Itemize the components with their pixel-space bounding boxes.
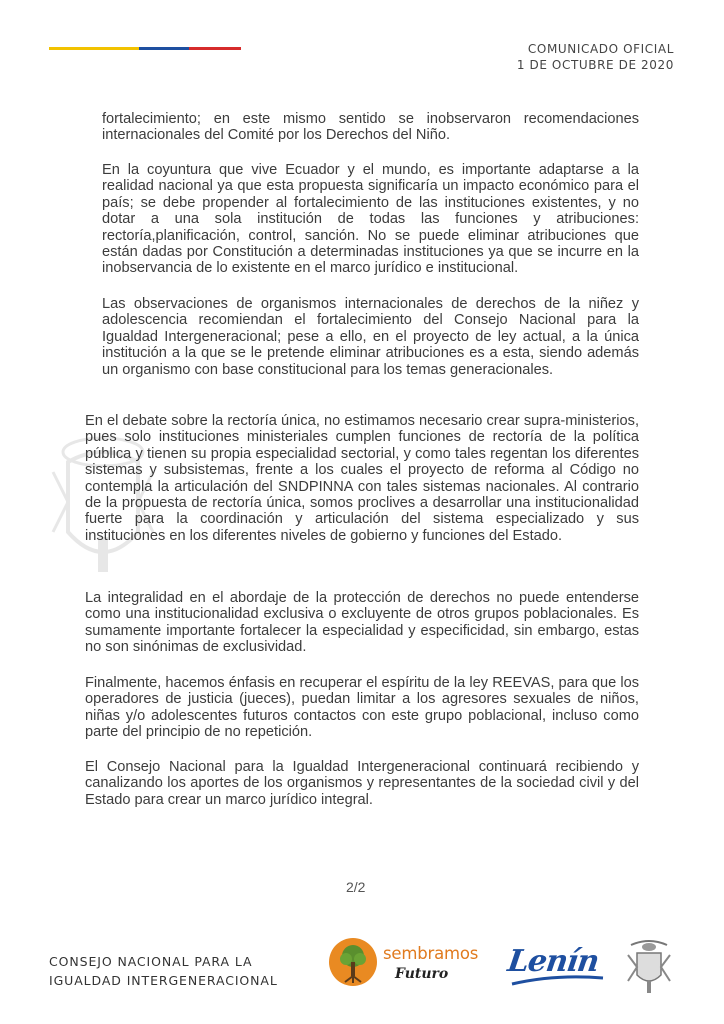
lenin-signature-logo: Lenín [505,944,601,979]
footer-organization [49,952,278,990]
paragraph-1: fortalecimiento; en este mismo sentido se inobservaron recomendaciones internacionales del Comité por los Derechos del Niño. [102,111,639,144]
document-date: 1 DE OCTUBRE DE 2020 [516,58,674,72]
paragraph-3: Las observaciones de organismos internacionales de derechos de la niñez y adolescencia recomiendan el fortalecimiento del Consejo Nacional para la Igualdad Intergeneracional; pese a ello, en el proyecto de ley actual, a la única institución a la que se le pretende eliminar atribuciones es a esta, siendo además un organismo con base constitucional para los temas generacionales. [102,296,639,378]
page-number: 2/2 [346,879,366,895]
coat-of-arms-icon [625,937,673,995]
org-name-line2: IGUALDAD INTERGENERACIONAL [49,973,278,988]
paragraph-4: En el debate sobre la rectoría única, no estimamos necesario crear supra-ministerios, pues solo instituciones ministeriales cumplen funciones de rectoría de la política pública y tienen su propia especialidad sectorial, y como tales regentan los diferentes sistemas y subsistemas, frente a los cuales el proyecto de reforma al Código no contempla la articulación del SNDPINNA con tales sistemas nacionales. Al contrario de la propuesta de rectoría única, somos proclives a desarrollar una institucionalidad fuerte para la coordinación y articulación del sistema especializado y sus instituciones en los diferentes niveles de gobierno y funciones del Estado. [85,413,639,544]
header-block [517,41,674,73]
paragraph-6: Finalmente, hacemos énfasis en recuperar el espíritu de la ley REEVAS, para que los operadores de justicia (jueces), puedan limitar a los agresores sexuales de niños, niñas y/o adolescentes futuros contactos con este grupo poblacional, incluso como parte del principio de no repetición. [85,675,639,741]
paragraph-2: En la coyuntura que vive Ecuador y el mundo, es importante adaptarse a la realidad nacional ya que esta propuesta significaría un impacto económico para el país; se debe propender al fortalecimiento de las instituciones existentes, y no dotar a una sola institución de todas las funciones y atribuciones: rectoría,planificación, control, sanción. No se puede eliminar atribuciones que están dadas por Constitución a determinadas instituciones ya que se incurre en la inobservancia de lo existente en el marco jurídico e institucional. [102,162,639,277]
document-title: COMUNICADO OFICIAL [527,42,674,56]
signature-swoosh-icon [510,972,605,988]
campaign-logo-subtext: Futuro [395,966,449,982]
flag-red [189,47,241,50]
paragraph-5: La integralidad en el abordaje de la protección de derechos no puede entenderse como una institucionalidad exclusiva o excluyente de otros grupos poblacionales. Es sumamente importante fortalecer la especialidad y especificidad, sin embargo, estas no son sinónimas de exclusividad. [85,590,639,656]
campaign-logo-text: sembramos [383,944,479,963]
tree-logo-icon [328,937,378,987]
flag-blue [139,47,189,50]
flag-stripe [49,47,241,50]
org-name-line1: CONSEJO NACIONAL PARA LA [49,954,253,969]
flag-yellow [49,47,139,50]
paragraph-7: El Consejo Nacional para la Igualdad Intergeneracional continuará recibiendo y canalizando los aportes de los organismos y representantes de la sociedad civil y del Estado para crear un marco jurídico integral. [85,759,639,808]
